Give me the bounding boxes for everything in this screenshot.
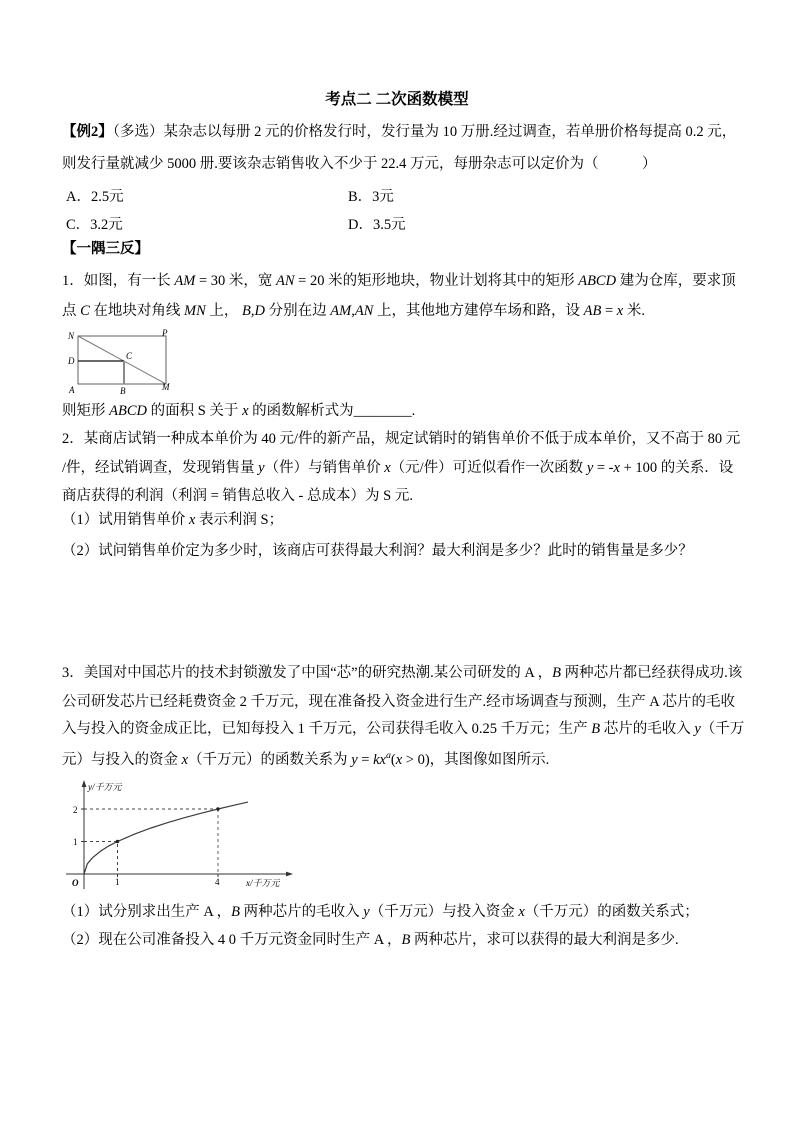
section-header: 【一隅三反】 bbox=[62, 241, 149, 257]
problem3-line2: 公司研发芯片已经耗费资金 2 千万元，现在准备投入资金进行生产.经市场调查与预测，生产 A 芯片的毛收 bbox=[62, 694, 736, 710]
y-axis-label: y/千万元 bbox=[88, 782, 122, 792]
vertex-label-m: M bbox=[162, 382, 170, 392]
option-c: C．3.2元 bbox=[66, 217, 123, 233]
problem2-line2: /件，经试销调查，发现销售量 y（件）与销售单价 x（元/件）可近似看作一次函数 y = -x + 100 的关系．设 bbox=[62, 460, 734, 476]
diagonal-mn bbox=[78, 336, 166, 384]
example2-line1: 【例2】（多选）某杂志以每册 2 元的价格发行时，发行量为 10 万册.经过调查，若单册价格每提高 0.2 元， bbox=[62, 124, 737, 140]
problem3-question2: （2）现在公司准备投入 4 0 千万元资金同时生产 A ，B 两种芯片，求可以获得的最大利润是多少. bbox=[62, 932, 679, 948]
vertex-label-b: B bbox=[120, 386, 126, 396]
problem3-question1: （1）试分别求出生产 A ，B 两种芯片的毛收入 y（千万元）与投入资金 x（千万元）的函数关系式； bbox=[62, 904, 699, 920]
x-tick-4-label: 4 bbox=[215, 877, 220, 887]
problem3-line3: 入与投入的资金成正比，已知每投入 1 千万元，公司获得毛收入 0.25 千万元；生产 B 芯片的毛收入 y（千万 bbox=[62, 721, 745, 737]
power-curve bbox=[84, 802, 248, 874]
data-point-1-1 bbox=[116, 840, 119, 843]
option-d: D．3.5元 bbox=[348, 217, 406, 233]
vertex-label-d: D bbox=[68, 356, 75, 366]
y-tick-1-label: 1 bbox=[73, 837, 78, 847]
y-axis-arrow-icon bbox=[82, 780, 87, 787]
data-point-4-2 bbox=[216, 807, 219, 810]
y-tick-2-label: 2 bbox=[73, 805, 78, 815]
vertex-label-a: A bbox=[69, 385, 75, 395]
problem1-line2: 点 C 在地块对角线 MN 上， B,D 分别在边 AM,AN 上，其他地方建停车场和路，设 AB = x 米. bbox=[62, 303, 645, 319]
problem2-question1: （1）试用销售单价 x 表示利润 S； bbox=[62, 512, 284, 528]
page-title: 考点二 二次函数模型 bbox=[325, 91, 469, 108]
problem1-line1: 1．如图，有一长 AM = 30 米，宽 AN = 20 米的矩形地块，物业计划将其中的矩形 ABCD 建为仓库，要求顶 bbox=[62, 273, 736, 289]
rectangle-diagram-svg bbox=[66, 328, 174, 396]
problem2-line1: 2．某商店试销一种成本单价为 40 元/件的新产品，规定试销时的销售单价不低于成本单价，又不高于 80 元 bbox=[62, 431, 741, 447]
rectangle-diagram bbox=[66, 328, 174, 396]
x-axis-label: x/千万元 bbox=[246, 878, 280, 888]
x-axis-arrow-icon bbox=[286, 872, 293, 877]
problem3-line1: 3．美国对中国芯片的技术封锁激发了中国“芯”的研究热潮.某公司研发的 A ，B 两种芯片都已经获得成功.该 bbox=[62, 665, 743, 681]
guide-lines-point-1-1 bbox=[84, 842, 118, 875]
x-tick-1-label: 1 bbox=[115, 877, 120, 887]
vertex-label-p: P bbox=[162, 328, 168, 338]
vertex-label-c: C bbox=[126, 351, 133, 361]
example2-line2: 则发行量就减少 5000 册.要该杂志销售收入不少于 22.4 万元，每册杂志可以定价为（ ） bbox=[62, 156, 657, 172]
problem3-line4: 元）与投入的资金 x（千万元）的函数关系为 $y = kx^a(x > 0)$，其图像如图所示. bbox=[62, 750, 550, 768]
vertex-label-n: N bbox=[68, 331, 75, 341]
power-curve-chart-svg bbox=[60, 779, 320, 897]
problem1-answer-line: 则矩形 ABCD 的面积 S 关于 x 的函数解析式为________. bbox=[62, 403, 416, 419]
option-a: A．2.5元 bbox=[66, 189, 124, 205]
problem2-line3: 商店获得的利润（利润 = 销售总收入 - 总成本）为 S 元. bbox=[62, 488, 413, 504]
problem2-question2: （2）试问销售单价定为多少时，该商店可获得最大利润？最大利润是多少？此时的销售量是多少？ bbox=[62, 543, 693, 559]
power-curve-chart bbox=[60, 779, 320, 897]
option-b: B．3元 bbox=[348, 189, 394, 205]
origin-label: O bbox=[72, 878, 79, 888]
